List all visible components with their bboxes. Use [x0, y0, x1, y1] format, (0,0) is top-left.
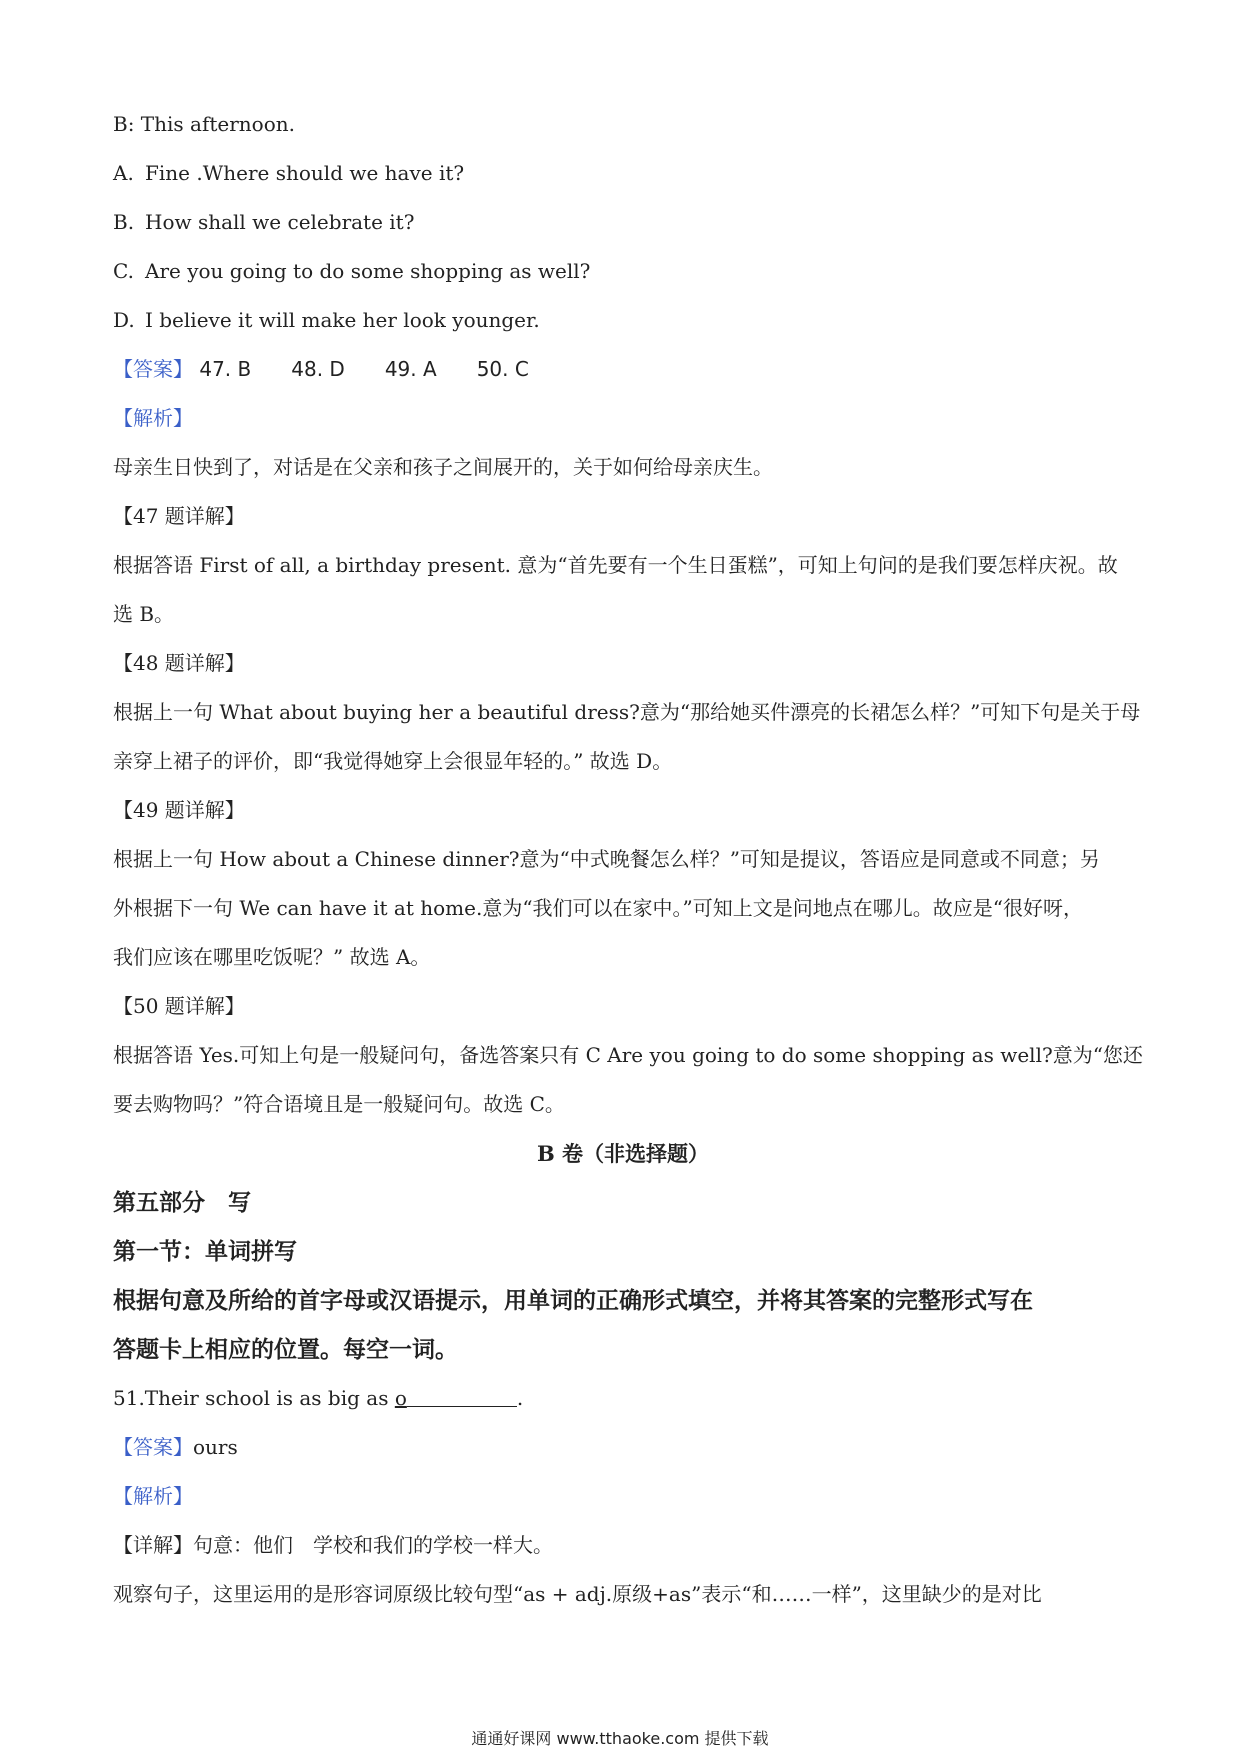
detail-text-line: 根据上一句 What about buying her a beautiful dress?意为“那给她买件漂亮的长裙怎么样？”可知下句是关于母: [113, 700, 1141, 724]
detail-text-line: 亲穿上裙子的评价，即“我觉得她穿上会很显年轻的。” 故选 D。: [113, 749, 673, 773]
q51-answer-value: ours: [193, 1435, 238, 1459]
q51-blank: [407, 1388, 517, 1407]
option-letter: C.: [113, 259, 134, 283]
q51-stem: 51.Their school is as big as: [113, 1386, 395, 1410]
question-51: [113, 1374, 1133, 1423]
q51-detail-label: 【详解】: [113, 1533, 193, 1557]
answer-item: 47. B: [199, 357, 252, 381]
details-section: [113, 492, 1143, 1129]
part-title: 第五部分 写: [113, 1189, 251, 1216]
detail-text-line: 我们应该在哪里吃饭呢？” 故选 A。: [113, 945, 431, 969]
option-text: How shall we celebrate it?: [145, 210, 415, 234]
answer-item: 48. D: [291, 357, 345, 381]
option-text: Are you going to do some shopping as well?: [145, 259, 591, 283]
speaker-label: B: [113, 112, 128, 136]
detail-text-line: 外根据下一句 We can have it at home.意为“我们可以在家中。”可知上文是问地点在哪儿。故应是“很好呀，: [113, 896, 1083, 920]
q51-detail-line: [113, 1521, 1133, 1570]
option-text: Fine .Where should we have it?: [145, 161, 465, 185]
answer-label: 【答案】: [113, 357, 193, 381]
q51-analysis-label: 【解析】: [113, 1484, 193, 1508]
q51-detail-text: 句意：他们 学校和我们的学校一样大。: [193, 1533, 553, 1557]
detail-text-line: 选 B。: [113, 602, 175, 626]
option-item: [113, 296, 1133, 345]
footer-source: 通通好课网 www.tthaoke.com 提供下载: [471, 1729, 769, 1748]
detail-text-line: 根据上一句 How about a Chinese dinner?意为“中式晚餐怎么样？”可知是提议，答语应是同意或不同意；另: [113, 847, 1100, 871]
detail-title: 【50 题详解】: [113, 994, 245, 1018]
document-page: [113, 100, 1143, 1619]
option-item: [113, 247, 1133, 296]
option-letter: A.: [113, 161, 134, 185]
dialogue-line: [113, 100, 1133, 149]
answer-line: [113, 345, 1133, 394]
dialogue-text: : This afternoon.: [127, 112, 295, 136]
answer-item: 50. C: [476, 357, 529, 381]
detail-title: 【48 题详解】: [113, 651, 245, 675]
analysis-summary: 母亲生日快到了，对话是在父亲和孩子之间展开的，关于如何给母亲庆生。: [113, 455, 773, 479]
options-list: [113, 149, 1133, 345]
answer-items: [199, 357, 568, 381]
detail-text-line: 要去购物吗？”符合语境且是一般疑问句。故选 C。: [113, 1092, 565, 1116]
detail-text-line: 根据答语 Yes.可知上句是一般疑问句，备选答案只有 C Are you going to do some shopping as well?意为“您还: [113, 1043, 1143, 1067]
option-letter: B.: [113, 210, 135, 234]
q51-end: .: [516, 1386, 524, 1410]
option-letter: D.: [113, 308, 135, 332]
q51-hint: o: [394, 1386, 407, 1410]
detail-text-line: 根据答语 First of all, a birthday present. 意为“首先要有一个生日蛋糕”，可知上句问的是我们要怎样庆祝。故: [113, 553, 1118, 577]
option-item: [113, 198, 1133, 247]
q51-explain-line: 观察句子，这里运用的是形容词原级比较句型“as + adj.原级+as”表示“和……一样”，这里缺少的是对比: [113, 1582, 1042, 1606]
answer-item: 49. A: [384, 357, 437, 381]
instruction-line-1: 根据句意及所给的首字母或汉语提示，用单词的正确形式填空，并将其答案的完整形式写在: [113, 1287, 1033, 1314]
q51-answer-line: [113, 1423, 1133, 1472]
instruction-line-2: 答题卡上相应的位置。每空一词。: [113, 1336, 458, 1363]
section-title: 第一节：单词拼写: [113, 1238, 297, 1265]
option-item: [113, 149, 1133, 198]
section-b-title: B 卷（非选择题）: [536, 1141, 710, 1166]
q51-answer-label: 【答案】: [113, 1435, 193, 1459]
detail-title: 【47 题详解】: [113, 504, 245, 528]
analysis-label: 【解析】: [113, 406, 193, 430]
option-text: I believe it will make her look younger.: [145, 308, 540, 332]
detail-title: 【49 题详解】: [113, 798, 245, 822]
